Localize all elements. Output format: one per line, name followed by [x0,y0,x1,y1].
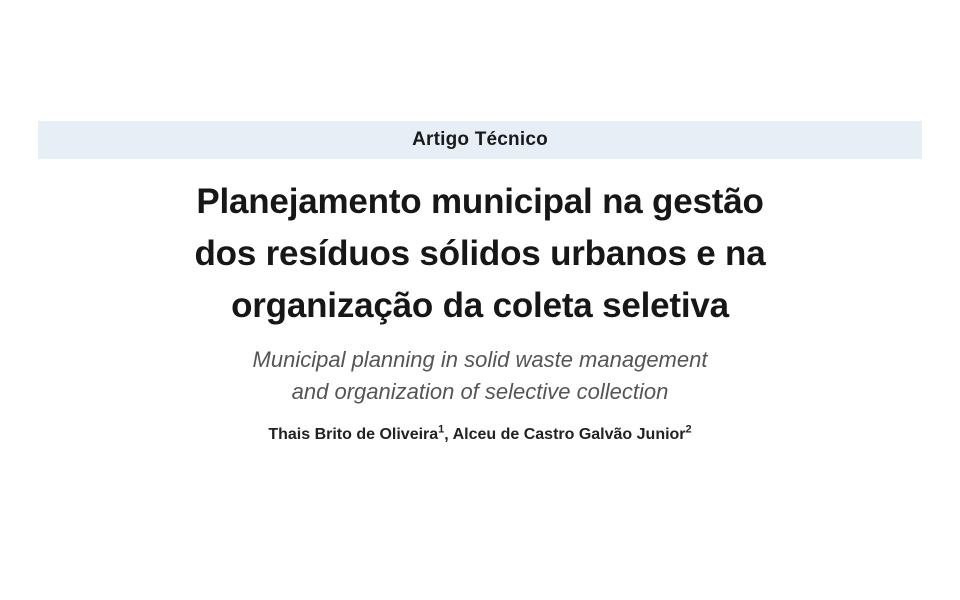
author-entry-2 [453,426,692,443]
section-banner [38,121,922,159]
author-entry-1 [268,426,444,443]
author-name-1: Thais Brito de Oliveira [268,426,439,444]
author-list [80,424,880,444]
author-separator: , [444,426,453,444]
author-affiliation-marker-2: 2 [685,424,692,436]
page-subtitle [80,344,880,408]
page-title [80,176,880,332]
title-line-3: organização da coleta seletiva [231,286,729,325]
subtitle-line-1: Municipal planning in solid waste management [252,347,708,372]
title-line-2: dos resíduos sólidos urbanos e na [194,234,766,273]
section-banner-label: Artigo Técnico [412,129,548,150]
author-affiliation-marker-1: 1 [438,424,445,436]
subtitle-line-2: and organization of selective collection [291,379,669,404]
author-name-2: Alceu de Castro Galvão Junior [452,426,686,444]
title-line-1: Planejamento municipal na gestão [196,182,764,221]
